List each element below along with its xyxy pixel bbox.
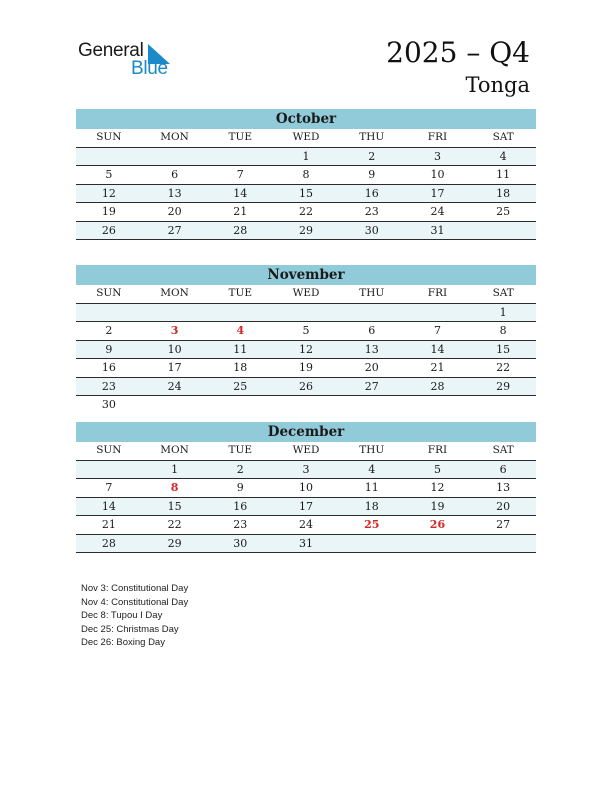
week-row [76, 166, 536, 185]
day-cell: 25 [364, 518, 380, 531]
day-cell: 23 [364, 205, 379, 218]
day-cell: 3 [170, 324, 179, 337]
day-cell: 28 [101, 536, 116, 550]
day-cell: 19 [430, 499, 445, 513]
day-cell [470, 535, 536, 553]
day-cell: 2 [236, 462, 244, 476]
day-cell: 16 [364, 186, 379, 200]
day-cell: 3 [302, 462, 310, 476]
day-cell: 7 [236, 168, 244, 181]
day-cell: 10 [299, 481, 314, 494]
weekday-label: THU [359, 287, 385, 299]
day-cell [405, 396, 471, 414]
day-cell [207, 304, 273, 322]
day-cell: 18 [364, 499, 379, 513]
day-cell: 6 [171, 168, 179, 181]
day-cell: 7 [433, 324, 441, 337]
day-cell: 20 [364, 361, 379, 374]
day-cell: 31 [299, 536, 314, 550]
weekday-row [76, 129, 536, 148]
day-cell: 30 [101, 398, 116, 411]
day-cell: 17 [299, 499, 314, 513]
day-cell [339, 535, 405, 553]
week-row [76, 396, 536, 414]
day-cell: 23 [233, 518, 248, 531]
day-cell: 14 [101, 499, 116, 513]
day-cell: 19 [101, 205, 116, 218]
day-cell: 14 [430, 342, 445, 356]
day-cell: 4 [368, 462, 376, 476]
day-cell [76, 461, 142, 479]
day-cell: 6 [499, 462, 507, 476]
day-cell: 17 [430, 186, 445, 200]
day-cell: 28 [430, 379, 445, 393]
weekday-label: FRI [427, 444, 448, 456]
day-cell: 6 [368, 324, 376, 337]
day-cell: 22 [496, 361, 511, 374]
weekday-label: THU [359, 444, 385, 456]
day-cell: 27 [496, 518, 511, 531]
month-header: December [76, 422, 536, 442]
week-row [76, 479, 536, 498]
holiday-note: Nov 3: Constitutional Day [81, 583, 189, 594]
day-cell: 12 [430, 481, 445, 494]
day-cell: 9 [105, 342, 113, 356]
day-cell: 4 [499, 149, 507, 163]
day-cell: 20 [496, 499, 511, 513]
day-cell: 22 [299, 205, 314, 218]
day-cell [470, 396, 536, 414]
weekday-label: SAT [492, 287, 514, 299]
holiday-note: Dec 25: Christmas Day [81, 623, 179, 635]
day-cell: 2 [368, 149, 376, 163]
weekday-label: MON [160, 444, 189, 456]
day-cell: 13 [364, 342, 379, 356]
weekday-label: WED [292, 444, 320, 456]
day-cell: 20 [167, 205, 182, 218]
day-cell: 28 [233, 223, 248, 237]
day-cell: 5 [302, 324, 310, 337]
weekday-label: FRI [427, 287, 448, 299]
month-calendar-november [76, 265, 536, 414]
day-cell [76, 148, 142, 166]
day-cell: 26 [101, 223, 116, 237]
day-cell: 15 [299, 186, 314, 200]
country-name: Tonga [465, 73, 530, 97]
week-row [76, 322, 536, 341]
weeks [76, 148, 536, 241]
week-row [76, 185, 536, 204]
day-cell [339, 396, 405, 414]
weekday-label: TUE [228, 287, 253, 299]
day-cell: 8 [499, 324, 507, 337]
weekday-label: MON [160, 287, 189, 299]
week-row [76, 341, 536, 360]
weekday-label: TUE [228, 444, 253, 456]
day-cell: 1 [171, 462, 179, 476]
week-row [76, 498, 536, 517]
day-cell: 18 [233, 361, 248, 374]
day-cell: 16 [233, 499, 248, 513]
day-cell: 4 [236, 324, 245, 337]
day-cell: 1 [499, 305, 507, 319]
day-cell: 8 [302, 168, 310, 181]
week-row [76, 461, 536, 480]
week-row [76, 516, 536, 535]
day-cell: 25 [233, 379, 248, 393]
month-calendar-october [76, 109, 536, 240]
day-cell: 24 [299, 518, 314, 531]
week-row [76, 359, 536, 378]
day-cell: 27 [167, 223, 182, 237]
day-cell: 15 [496, 342, 511, 356]
weekday-label: THU [359, 131, 385, 143]
weekday-label: TUE [228, 131, 253, 143]
day-cell: 17 [167, 361, 182, 374]
month-calendar-december [76, 422, 536, 553]
day-cell: 5 [105, 168, 113, 181]
weekday-label: SAT [492, 444, 514, 456]
day-cell: 12 [299, 342, 314, 356]
day-cell: 11 [364, 481, 379, 494]
day-cell: 10 [167, 342, 182, 356]
weekday-label: FRI [427, 131, 448, 143]
day-cell [273, 396, 339, 414]
day-cell: 24 [167, 379, 182, 393]
weekday-label: SUN [96, 287, 122, 299]
day-cell [207, 396, 273, 414]
day-cell [405, 304, 471, 322]
day-cell [405, 535, 471, 553]
weekday-label: SUN [96, 131, 122, 143]
day-cell: 3 [433, 149, 441, 163]
day-cell: 9 [236, 481, 244, 494]
day-cell: 30 [364, 223, 379, 237]
day-cell: 11 [233, 342, 248, 356]
day-cell: 1 [302, 149, 310, 163]
day-cell: 29 [167, 536, 182, 550]
day-cell [142, 148, 208, 166]
weekday-label: SUN [96, 444, 122, 456]
weekday-label: WED [292, 131, 320, 143]
day-cell: 19 [299, 361, 314, 374]
day-cell [142, 304, 208, 322]
day-cell: 10 [430, 168, 445, 181]
day-cell: 2 [105, 324, 113, 337]
day-cell: 5 [433, 462, 441, 476]
day-cell: 25 [496, 205, 511, 218]
day-cell: 29 [299, 223, 314, 237]
weekday-row [76, 442, 536, 461]
week-row [76, 378, 536, 397]
day-cell: 21 [101, 518, 116, 531]
holiday-note: Nov 4: Constitutional Day [81, 596, 189, 608]
weekday-label: SAT [492, 131, 514, 143]
week-row [76, 148, 536, 167]
day-cell [142, 396, 208, 414]
logo-word-general: General [78, 40, 144, 61]
weekday-label: MON [160, 131, 189, 143]
month-header: November [76, 265, 536, 285]
day-cell [470, 222, 536, 240]
holiday-note: Dec 26: Boxing Day [81, 637, 165, 648]
quarter-title: 2025 – Q4 [386, 36, 530, 69]
day-cell: 18 [496, 186, 511, 200]
day-cell: 13 [496, 481, 511, 494]
day-cell: 21 [430, 361, 445, 374]
day-cell: 16 [101, 361, 116, 374]
day-cell: 9 [368, 168, 376, 181]
day-cell: 22 [167, 518, 182, 531]
weeks [76, 304, 536, 414]
day-cell [273, 304, 339, 322]
day-cell [76, 304, 142, 322]
weeks [76, 461, 536, 554]
day-cell: 14 [233, 186, 248, 200]
day-cell: 26 [299, 379, 314, 393]
logo-word-blue: Blue [131, 58, 168, 79]
week-row [76, 222, 536, 241]
weekday-row [76, 285, 536, 304]
day-cell: 23 [101, 379, 116, 393]
day-cell: 15 [167, 499, 182, 513]
holiday-notes [81, 582, 188, 650]
week-row [76, 304, 536, 323]
day-cell: 11 [496, 168, 511, 181]
day-cell: 30 [233, 536, 248, 550]
day-cell [207, 148, 273, 166]
day-cell: 21 [233, 205, 248, 218]
day-cell: 13 [167, 186, 182, 200]
day-cell: 29 [496, 379, 511, 393]
day-cell [339, 304, 405, 322]
day-cell: 24 [430, 205, 445, 218]
day-cell: 8 [170, 481, 179, 494]
week-row [76, 203, 536, 222]
day-cell: 26 [429, 518, 446, 531]
day-cell: 31 [430, 223, 445, 237]
weekday-label: WED [292, 287, 320, 299]
day-cell: 27 [364, 379, 379, 393]
day-cell: 12 [101, 186, 116, 200]
day-cell: 7 [105, 481, 113, 494]
month-header: October [76, 109, 536, 129]
week-row [76, 535, 536, 554]
generalblue-logo [78, 40, 178, 80]
holiday-note: Dec 8: Tupou I Day [81, 610, 163, 621]
